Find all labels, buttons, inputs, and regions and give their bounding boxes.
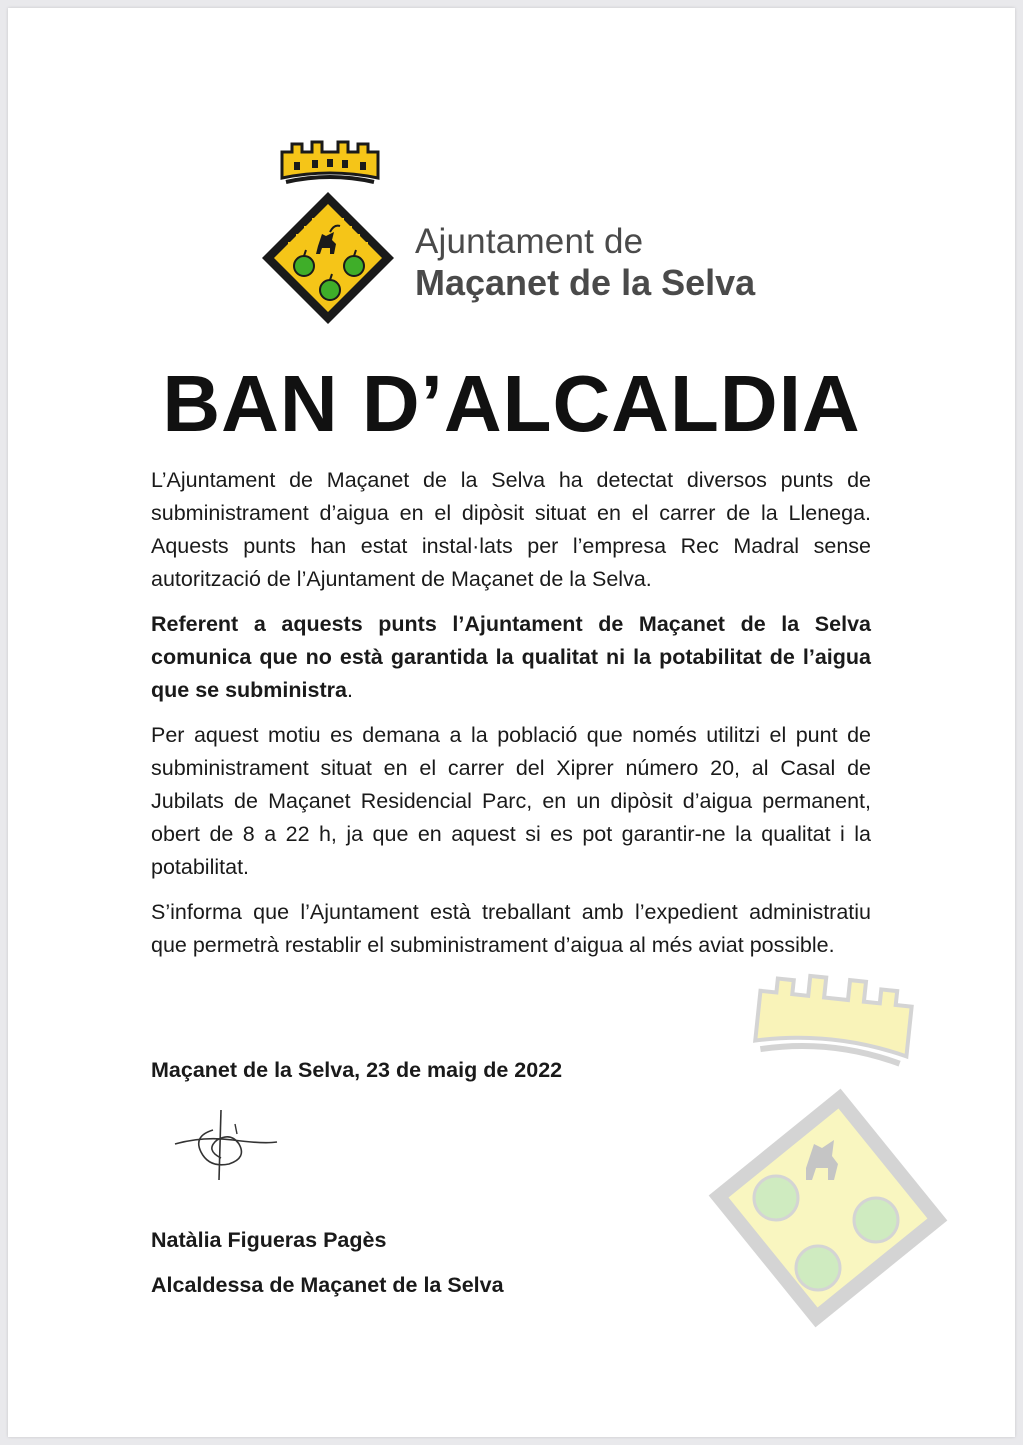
organization-name — [415, 222, 755, 304]
paragraph-2-tail: . — [346, 678, 353, 702]
paragraph-2-bold: Referent a aquests punts l’Ajuntament de Maçanet de la Selva comunica que no està garantida la qualitat ni la potabilitat de l’aigua que se subministra — [151, 612, 871, 702]
crown-icon — [276, 138, 384, 188]
signer-block — [151, 1218, 504, 1308]
paragraph-4: S’informa que l’Ajuntament està treballant amb l’expedient administratiu que permetrà restablir el subministrament d’aigua al més aviat possible. — [151, 900, 871, 957]
watermark-shield — [696, 1076, 960, 1340]
organization-line-1: Ajuntament de — [415, 222, 644, 261]
signature-mark — [173, 1106, 293, 1186]
coat-of-arms-shield-icon — [260, 190, 396, 326]
watermark-emblem — [678, 968, 978, 1348]
document-body — [151, 464, 871, 974]
paragraph-1: L’Ajuntament de Maçanet de la Selva ha detectat diversos punts de subministrament d’aigua en el dipòsit situat en el carrer de la Llenega. Aquests punts han estat instal·lats per l’empresa Rec Madral sense autorització de l’Ajuntament de Maçanet de la Selva. — [151, 468, 871, 591]
document-page — [8, 8, 1015, 1437]
document-title: BAN D’ALCALDIA — [162, 359, 861, 448]
signer-role: Alcaldessa de Maçanet de la Selva — [151, 1273, 504, 1297]
organization-line-2: Maçanet de la Selva — [415, 262, 756, 303]
signer-name: Natàlia Figueras Pagès — [151, 1228, 387, 1252]
date-line: Maçanet de la Selva, 23 de maig de 2022 — [151, 1058, 563, 1082]
paragraph-3: Per aquest motiu es demana a la població que només utilitzi el punt de subministrament situat en el carrer del Xiprer número 20, al Casal de Jubilats de Maçanet Residencial Parc, en un dipòsit d’aigua permanent, obert de 8 a 22 h, ja que en aquest si es pot garantir-ne la qualitat i la potabilitat. — [151, 723, 871, 879]
paragraph-2 — [151, 608, 871, 707]
watermark-crown — [754, 971, 913, 1064]
